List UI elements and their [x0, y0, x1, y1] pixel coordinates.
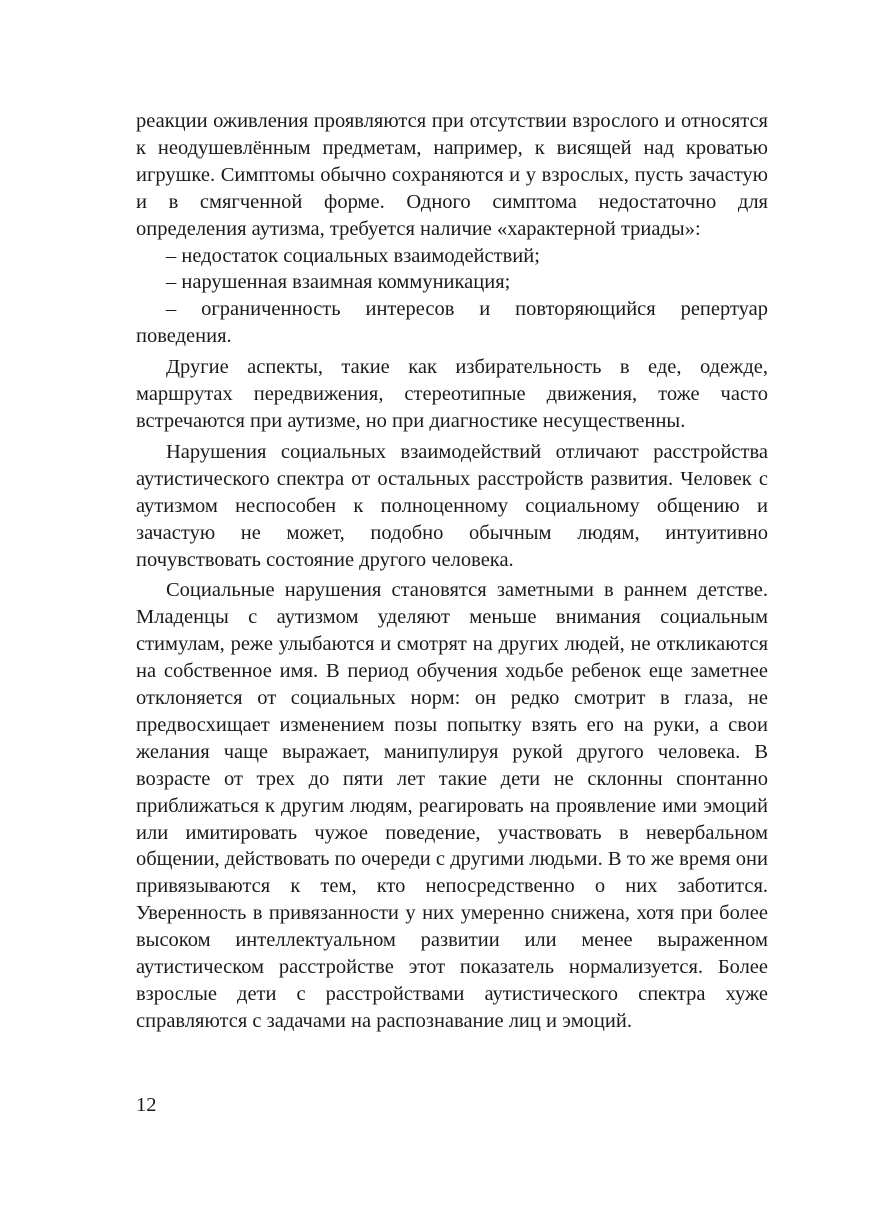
intro-paragraph: реакции оживления проявляются при отсутствии взрослого и относятся к неодушевлённым предметам, например, к висящей над кроватью игрушке. Симптомы обычно сохраняются и у взрослых, пусть зачастую и в смягченной форме. Одного симптома недостаточно для определения аутизма, требуется наличие «характерной триады»:: [136, 110, 768, 240]
triad-item-communication: – нарушенная взаимная коммуникация;: [166, 271, 511, 294]
paragraph-other-aspects: Другие аспекты, такие как избирательность в еде, одежде, маршрутах передвижения, стереотипные движения, тоже часто встречаются при аутизме, но при диагностике несущественны.: [136, 356, 768, 432]
paragraph-social-disorders: Социальные нарушения становятся заметными в раннем детстве. Младенцы с аутизмом уделяют меньше внимания социальным стимулам, реже улыбаются и смотрят на других людей, не откликаются на собственное имя. В период обучения ходьбе ребенок еще заметнее отклоняется от социальных норм: он редко смотрит в глаза, не предвосхищает изменением позы попытку взять его на руки, а свои желания чаще выражает, манипулируя рукой другого человека. В возрасте от трех до пяти лет такие дети не склонны спонтанно приближаться к другим людям, реагировать на проявление ими эмоций или имитировать чужое поведение, участвовать в невербальном общении, действовать по очереди с другими людьми. В то же время они привязываются к тем, кто непосредственно о них заботится. Уверенность в привязанности у них умеренно снижена, хотя при более высоком интеллектуальном развитии или менее выраженном аутистическом расстройстве этот показатель нормализуется. Более взрослые дети с расстройствами аутистического спектра хуже справляются с задачами на распознавание лиц и эмоций.: [136, 579, 768, 1032]
page-body: [136, 108, 768, 1035]
paragraph-social-interaction: Нарушения социальных взаимодействий отличают расстройства аутистического спектра от остальных расстройств развития. Человек с аутизмом неспособен к полноценному социальному общению и зачастую не может, подобно обычным людям, интуитивно почувствовать состояние другого человека.: [136, 440, 768, 571]
page-number: 12: [136, 1094, 157, 1116]
triad-item-social: – недостаток социальных взаимодействий;: [166, 244, 540, 267]
triad-item-interests: – ограниченность интересов и повторяющийся репертуар поведения.: [136, 298, 768, 348]
